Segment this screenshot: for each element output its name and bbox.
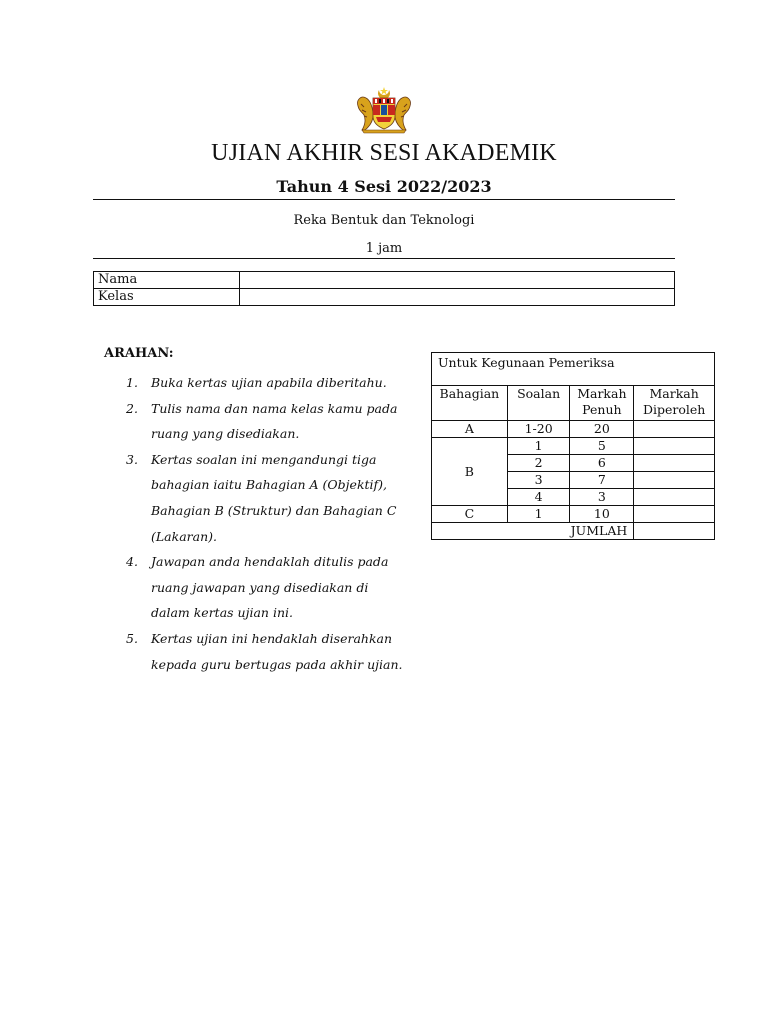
examiner-marks-table <box>431 352 715 540</box>
instruction-text: Kertas ujian ini hendaklah diserahkan kepada guru bertugas pada akhir ujian. <box>151 630 403 672</box>
soalan-cell: 4 <box>507 489 570 506</box>
instructions-title: ARAHAN: <box>104 346 174 361</box>
header-bahagian: Bahagian <box>432 386 508 421</box>
markah-penuh-cell: 7 <box>570 472 634 489</box>
table-row <box>432 438 715 455</box>
marks-table-title: Untuk Kegunaan Pemeriksa <box>432 353 715 386</box>
exam-duration: 1 jam <box>365 241 403 256</box>
student-info-table <box>93 271 675 306</box>
total-row <box>432 523 715 540</box>
total-value-cell[interactable] <box>634 523 715 540</box>
instruction-item <box>126 626 406 677</box>
markah-diperoleh-cell[interactable] <box>634 489 715 506</box>
header-markah-penuh: Markah Penuh <box>570 386 634 421</box>
nama-label: Nama <box>94 272 240 289</box>
instruction-text: Kertas soalan ini mengandungi tiga bahagian iaitu Bahagian A (Objektif), Bahagian B (Struktur) dan Bahagian C (Lakaran). <box>151 451 397 544</box>
bahagian-cell: C <box>432 506 508 523</box>
instruction-number: 4. <box>126 554 138 570</box>
markah-penuh-cell: 10 <box>570 506 634 523</box>
soalan-cell: 1 <box>507 438 570 455</box>
table-row <box>432 506 715 523</box>
instruction-item <box>126 549 406 626</box>
markah-diperoleh-cell[interactable] <box>634 438 715 455</box>
soalan-cell: 2 <box>507 455 570 472</box>
soalan-cell: 1 <box>507 506 570 523</box>
header-markah-diperoleh: Markah Diperoleh <box>634 386 715 421</box>
bahagian-cell: A <box>432 421 508 438</box>
kelas-field[interactable] <box>240 289 675 306</box>
exam-subtitle: Tahun 4 Sesi 2022/2023 <box>276 177 492 196</box>
subject-divider <box>93 258 675 259</box>
table-row <box>432 421 715 438</box>
instruction-number: 5. <box>126 630 138 646</box>
markah-penuh-cell: 5 <box>570 438 634 455</box>
kelas-label: Kelas <box>94 289 240 306</box>
instruction-item <box>126 447 406 549</box>
instruction-text: Jawapan anda hendaklah ditulis pada ruang jawapan yang disediakan di dalam kertas ujian ini. <box>151 554 389 621</box>
bahagian-cell: B <box>432 438 508 506</box>
markah-penuh-cell: 3 <box>570 489 634 506</box>
markah-diperoleh-cell[interactable] <box>634 472 715 489</box>
markah-diperoleh-cell[interactable] <box>634 455 715 472</box>
coat-of-arms-logo <box>352 86 416 134</box>
markah-penuh-cell: 6 <box>570 455 634 472</box>
student-info-row-kelas <box>94 289 675 306</box>
markah-diperoleh-cell[interactable] <box>634 421 715 438</box>
instruction-item <box>126 396 406 447</box>
instruction-item <box>126 370 406 396</box>
soalan-cell: 3 <box>507 472 570 489</box>
instruction-number: 3. <box>126 451 138 467</box>
markah-penuh-cell: 20 <box>570 421 634 438</box>
instruction-number: 2. <box>126 400 138 416</box>
markah-diperoleh-cell[interactable] <box>634 506 715 523</box>
instruction-number: 1. <box>126 375 138 390</box>
header-divider <box>93 199 675 200</box>
nama-field[interactable] <box>240 272 675 289</box>
instruction-text: Tulis nama dan nama kelas kamu pada ruang yang disediakan. <box>151 400 398 442</box>
exam-title: UJIAN AKHIR SESI AKADEMIK <box>211 140 557 166</box>
soalan-cell: 1-20 <box>507 421 570 438</box>
subject-name: Reka Bentuk dan Teknologi <box>293 213 475 228</box>
student-info-row-nama <box>94 272 675 289</box>
instruction-text: Buka kertas ujian apabila diberitahu. <box>151 375 387 390</box>
total-label: JUMLAH <box>432 523 634 540</box>
instructions-list <box>126 370 406 677</box>
header-soalan: Soalan <box>507 386 570 421</box>
